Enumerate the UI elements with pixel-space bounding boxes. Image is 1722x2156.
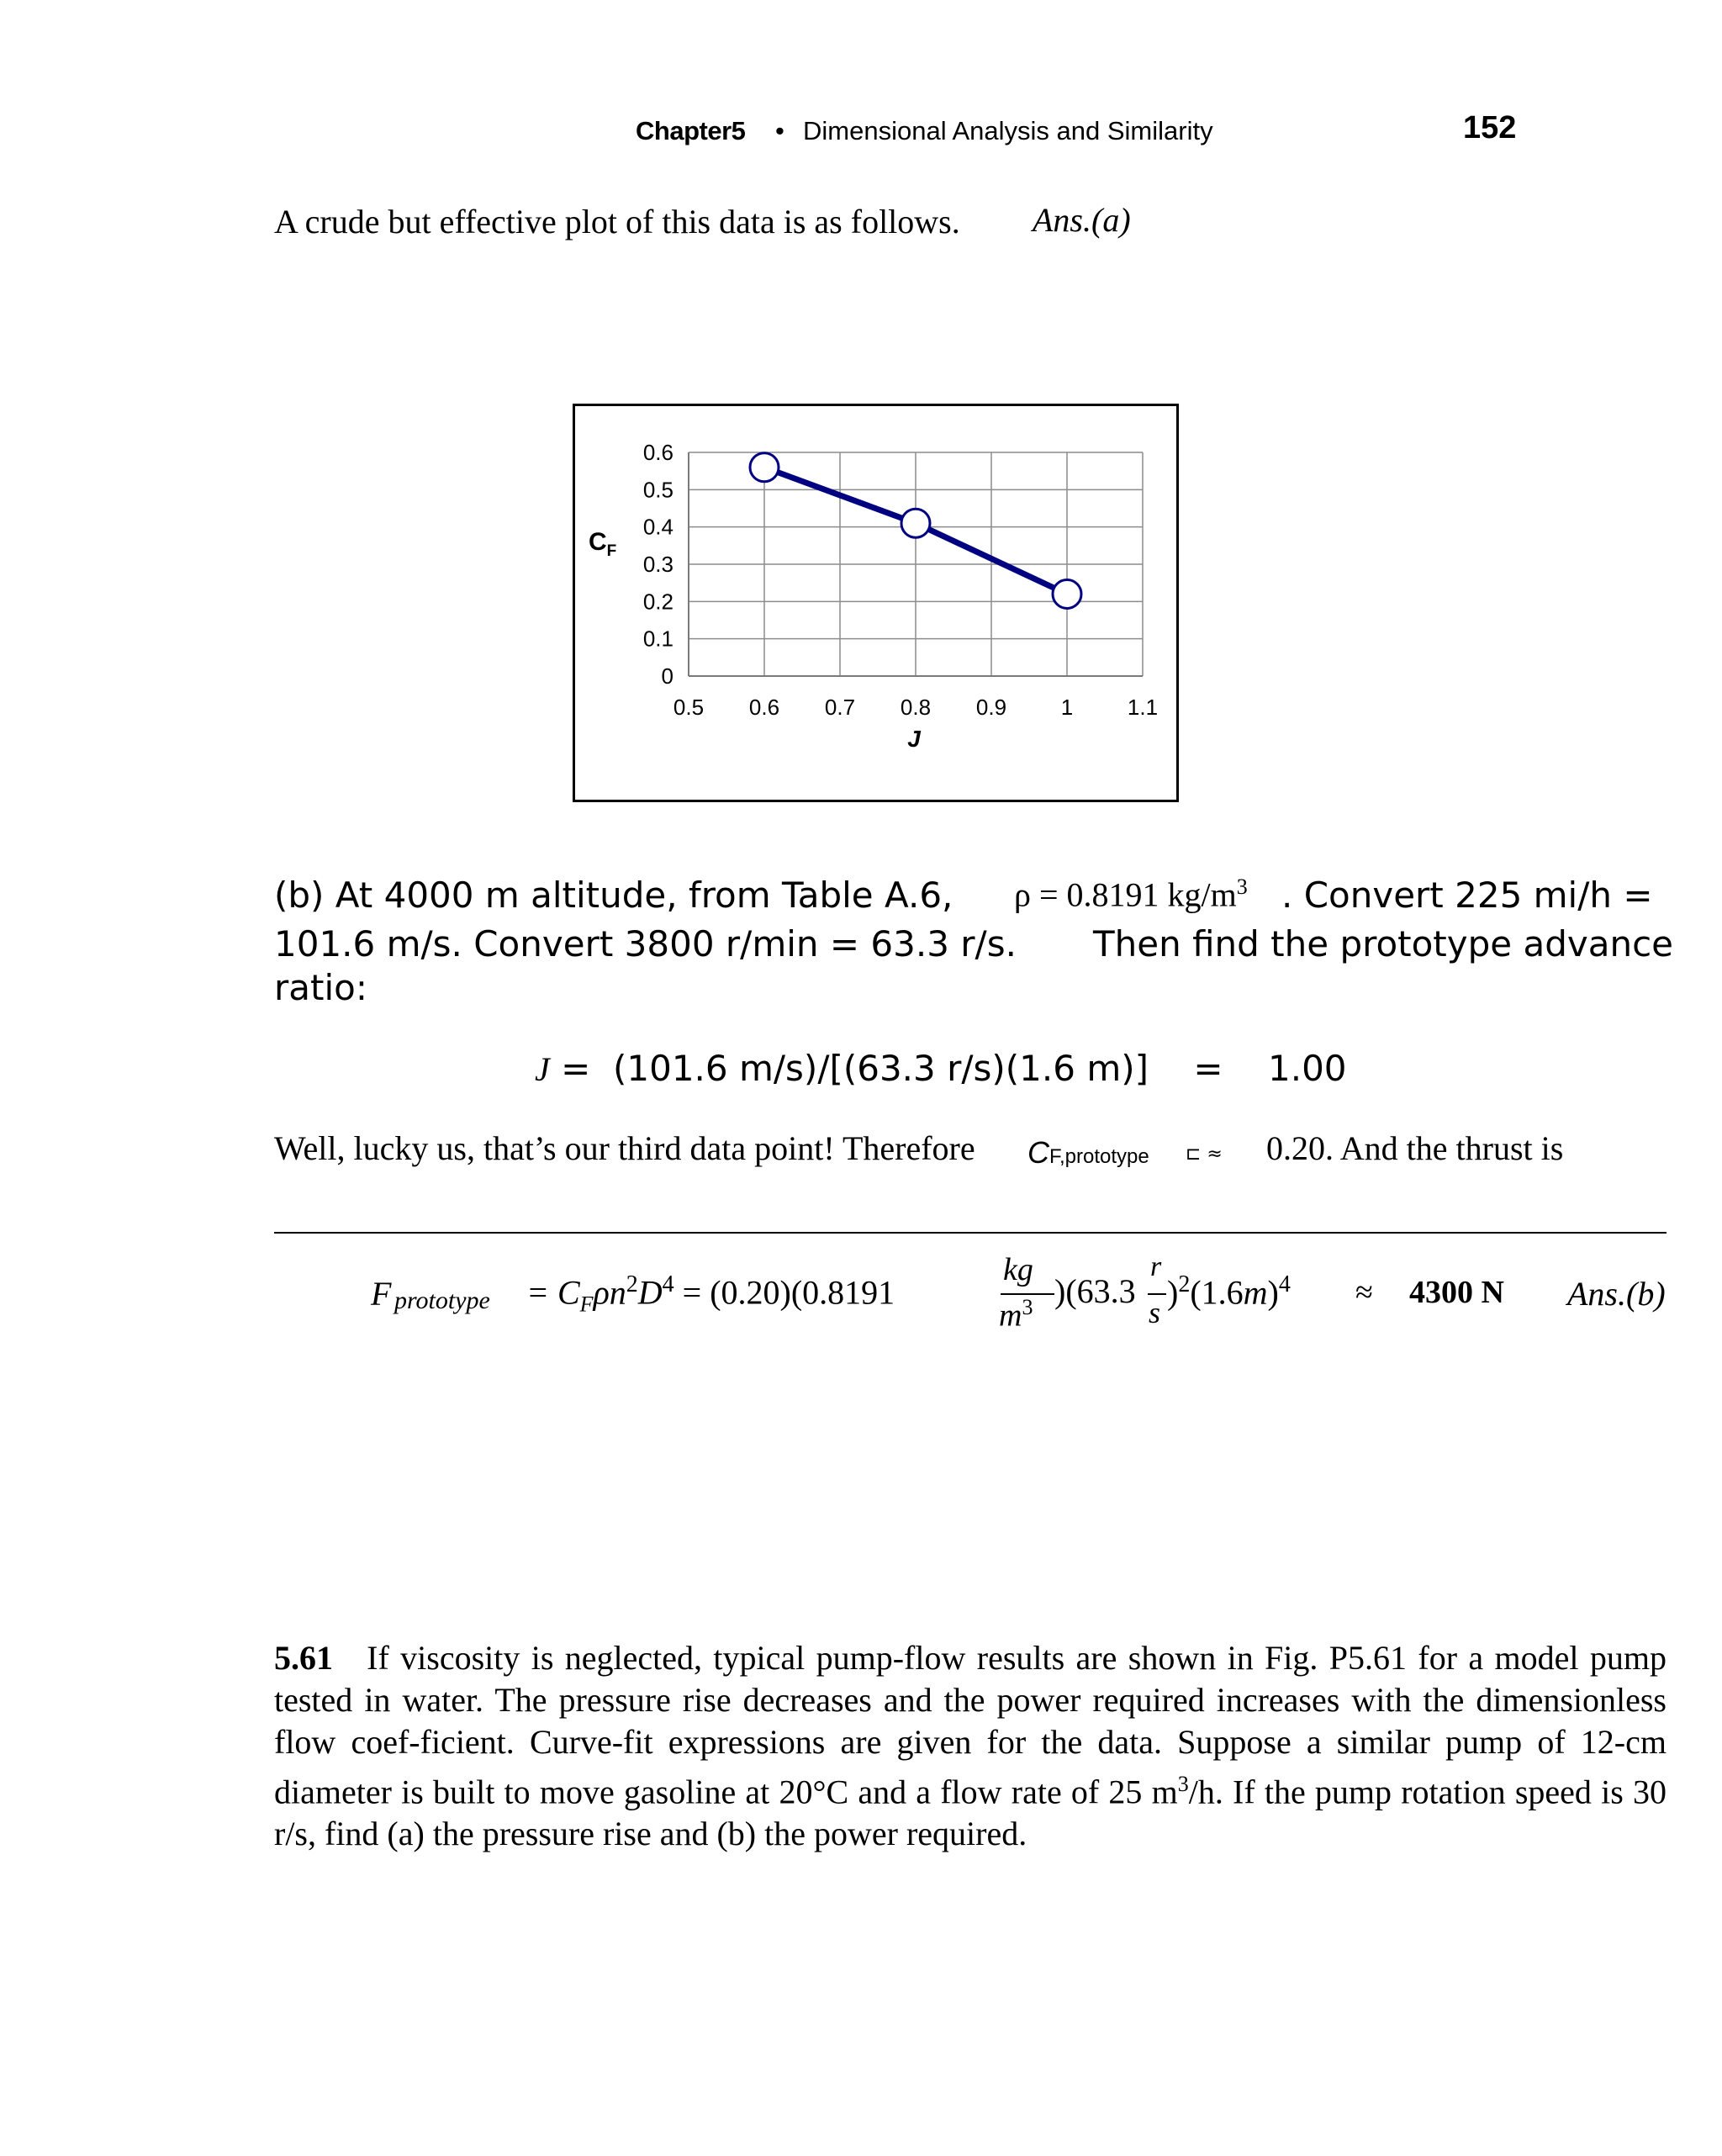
x-tick-label: 0.9 (975, 695, 1007, 720)
part-b-line1 (274, 875, 953, 916)
thrust-rhs-part1 (526, 1271, 895, 1317)
thrust-result: 4300 N (1409, 1275, 1504, 1310)
eq-rho-n: ρn (593, 1273, 626, 1312)
density-text: ρ = 0.8191 kg/m (1014, 875, 1237, 914)
frac-m3 (999, 1295, 1033, 1334)
eq-diam-unit: m (1243, 1273, 1268, 1312)
data-point (901, 509, 930, 537)
eq-values: = (0.20)(0.8191 (673, 1273, 895, 1312)
j-expression: = (101.6 m/s)/[(63.3 r/s)(1.6 m)] = 1.00 (549, 1048, 1347, 1089)
y-tick-label: 0.1 (642, 626, 673, 652)
x-tick-label: 0.7 (824, 695, 856, 720)
frac-m-exp: 3 (1022, 1295, 1033, 1319)
problem-number: 5.61 (274, 1639, 333, 1677)
y-axis-label: $C_F$ (589, 528, 617, 560)
approx-symbol: ⊏ ≈ (1186, 1144, 1223, 1165)
thrust-rhs-part3 (1167, 1271, 1291, 1312)
frac-kg: kg (1003, 1252, 1033, 1287)
part-b-line1-end: . Convert 225 mi/h = (1281, 875, 1653, 916)
eq-cf-sub: F (579, 1292, 594, 1317)
eq-approx-symbol: ≈ (1355, 1275, 1373, 1310)
x-tick-label: 1 (1060, 695, 1074, 720)
problem-line-4-exp: 3 (1177, 1772, 1189, 1796)
problem-line-3: flow coef-ficient. Curve-fit expressions are given for the data. Suppose a similar pump of 12-cm (274, 1723, 1667, 1761)
intro-answer-label: Ans.(a) (1033, 201, 1131, 239)
header-chapter: Chapter5 (636, 116, 746, 145)
y-tick-label: 0.3 (642, 552, 673, 577)
problem-line-1-text: If viscosity is neglected, typical pump-flow results are shown in Fig. P5.61 for a model pump (367, 1639, 1667, 1677)
problem-line-2: tested in water. The pressure rise decreases and the power required increases with the dimensionless (274, 1681, 1667, 1719)
thrust-subscript: prototype (394, 1287, 490, 1314)
lucky-text-end: 0.20. And the thrust is (1266, 1129, 1564, 1167)
y-tick-label: 0.6 (642, 440, 673, 465)
frac-m: m (999, 1297, 1022, 1334)
eq-cf: = C (526, 1273, 580, 1312)
eq-diam-close: ) (1267, 1273, 1279, 1312)
eq-diam-exp: 4 (1278, 1271, 1291, 1297)
x-axis-label: J (907, 726, 921, 752)
thrust-symbol: F (371, 1275, 392, 1313)
eq-diam: (1.6 (1190, 1273, 1244, 1312)
problem-line-5: r/s, find (a) the pressure rise and (b) the power required. (274, 1815, 1027, 1853)
intro-text: A crude but effective plot of this data is as follows. (274, 203, 960, 240)
problem-line-4a: diameter is built to move gasoline at 20°C and a flow rate of 25 m (274, 1773, 1178, 1811)
header-bullet: • (775, 116, 784, 145)
cf-main: C (1027, 1135, 1049, 1170)
x-tick-label: 0.5 (673, 695, 705, 720)
part-b-line1-text: (b) At 4000 m altitude, from Table A.6, (274, 875, 953, 916)
j-symbol: J (535, 1050, 550, 1088)
part-b-line3: ratio: (274, 967, 367, 1008)
part-b-line2: 101.6 m/s. Convert 3800 r/min = 63.3 r/s. (274, 923, 1017, 964)
cf-subscript: F,prototype (1049, 1145, 1149, 1168)
thrust-answer-label: Ans.(b) (1567, 1275, 1666, 1313)
y-tick-label: 0 (661, 663, 673, 689)
data-point (750, 453, 779, 482)
eq-n-exp: 2 (626, 1271, 638, 1297)
y-tick-label: 0.4 (642, 514, 673, 540)
x-tick-label: 0.8 (900, 695, 932, 720)
problem-line-4 (274, 1763, 1667, 1813)
density-expression (1014, 875, 1248, 914)
problem-5-61 (274, 1637, 1667, 1855)
chart-frame (573, 404, 1179, 802)
horizontal-rule (274, 1232, 1667, 1234)
part-b-line2-end: Then find the prototype advance (1093, 923, 1674, 964)
thrust-rhs-part2: )(63.3 (1054, 1272, 1136, 1310)
data-point (1053, 579, 1081, 608)
eq-rs-exp: 2 (1178, 1271, 1191, 1297)
eq-close: ) (1167, 1273, 1179, 1312)
x-tick-label: 1.1 (1127, 695, 1159, 720)
advance-ratio-equation (535, 1048, 1347, 1089)
frac-r: r (1150, 1251, 1162, 1282)
problem-line-1 (274, 1637, 1667, 1679)
page-number: 152 (1463, 110, 1517, 145)
y-tick-label: 0.5 (642, 477, 673, 503)
cf-prototype-symbol (1027, 1135, 1149, 1170)
problem-line-4b: /h. If the pump rotation speed is 30 (1188, 1773, 1667, 1811)
header-title: Dimensional Analysis and Similarity (803, 116, 1213, 145)
x-tick-label: 0.6 (748, 695, 780, 720)
cf-vs-j-chart (575, 406, 1176, 800)
frac-s: s (1149, 1296, 1161, 1329)
density-exponent: 3 (1236, 875, 1248, 899)
eq-d: D (637, 1273, 663, 1312)
y-tick-label: 0.2 (642, 589, 673, 615)
lucky-text: Well, lucky us, that’s our third data point! Therefore (274, 1129, 975, 1167)
eq-d-exp: 4 (662, 1271, 674, 1297)
